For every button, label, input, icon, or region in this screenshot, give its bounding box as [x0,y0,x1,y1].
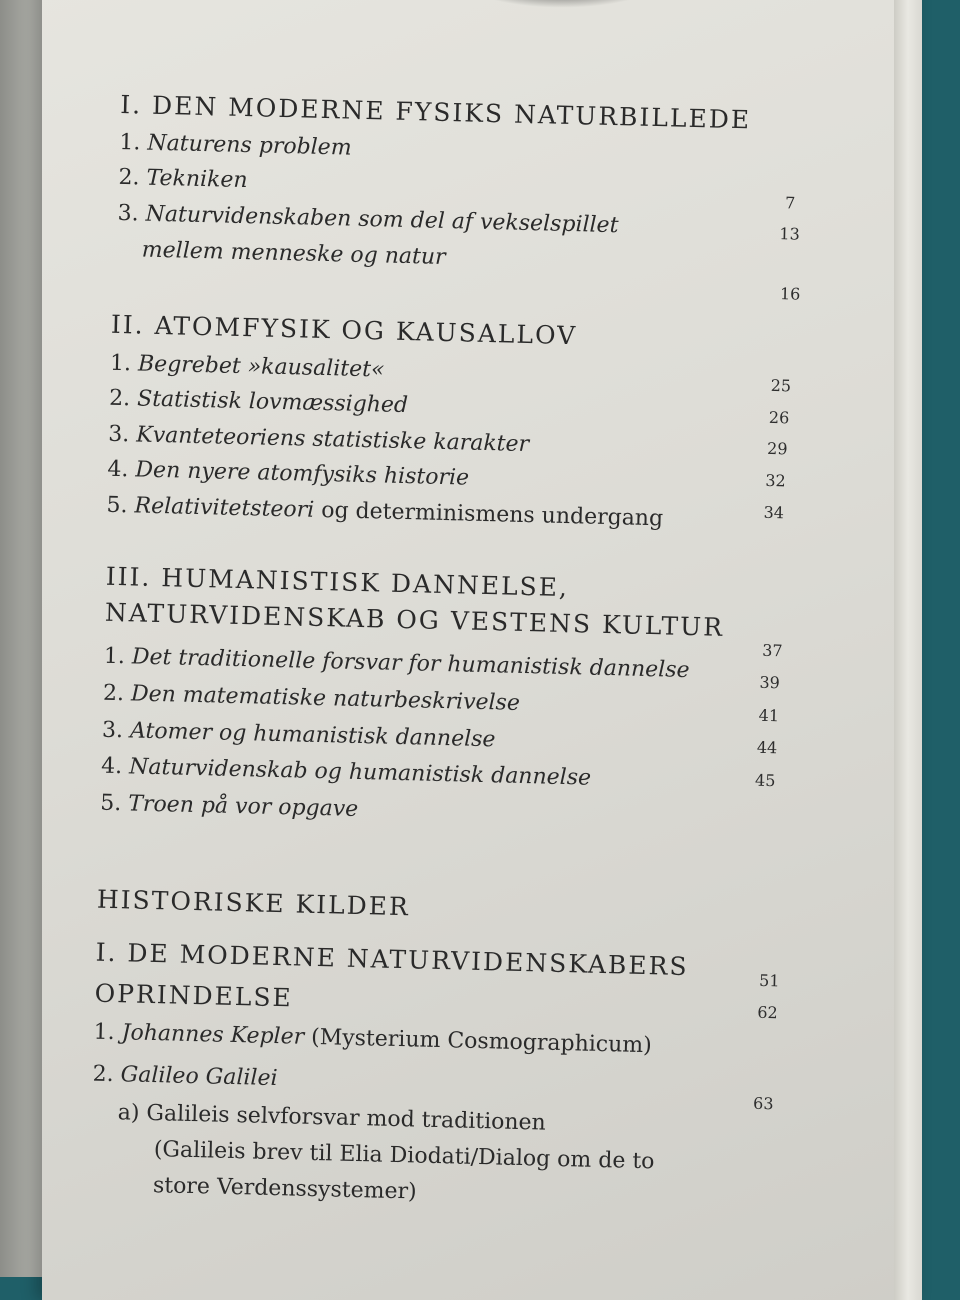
page-number: 34 [763,502,785,523]
page-number: 62 [757,1002,778,1023]
list-item-continuation: mellem menneske og natur [141,237,446,270]
list-item: 4. Den nyere atomfysiks historie [107,456,470,491]
list-item: 2. Tekniken [118,164,248,194]
list-item: 2. Statistisk lovmæssighed [108,385,409,419]
page-number: 25 [770,375,792,396]
page-number: 41 [758,705,780,726]
list-item: 1. Begrebet »kausalitet« [109,350,385,383]
list-item: 5. Troen på vor opgave [99,790,359,822]
list-item: 5. Relativitetsteori og determinismens undergang [106,492,664,532]
sub-item-continuation: store Verdenssystemer) [152,1173,417,1205]
list-item: 3. Naturvidenskaben som del af vekselspillet [117,200,619,239]
section-heading: II. ATOMFYSIK OG KAUSALLOV [110,309,578,351]
section-heading-line2: NATURVIDENSKAB OG VESTENS KULTUR [104,597,725,642]
page-number: 51 [758,970,780,991]
page-number: 63 [752,1093,774,1114]
sub-item: a) Galileis selvforsvar mod traditionen [117,1100,547,1136]
section-heading: III. HUMANISTISK DANNELSE, [105,561,570,603]
page-number: 13 [779,224,801,244]
list-item: 3. Atomer og humanistisk dannelse [101,717,496,753]
page-number: 45 [754,770,776,791]
section-heading: I. DE MODERNE NATURVIDENSKABERS [95,937,689,982]
page-number: 32 [765,470,786,491]
page-number: 16 [779,284,801,304]
list-item: 1. Johannes Kepler (Mysterium Cosmographicum) [93,1019,653,1059]
list-item: 2. Galileo Galilei [92,1061,278,1092]
list-item: 2. Den matematiske naturbeskrivelse [102,680,521,716]
list-item: 3. Kvanteteoriens statistiske karakter [108,421,530,458]
sub-item-continuation: (Galileis brev til Elia Diodati/Dialog om de to [153,1137,655,1175]
section-heading: HISTORISKE KILDER [96,884,411,922]
list-item: 1. Naturens problem [119,129,352,161]
section-heading-line2: OPRINDELSE [94,978,294,1013]
list-item: 1. Det traditionelle forsvar for humanistisk dannelse [103,643,690,684]
table-of-contents [42,0,922,1300]
section-heading: I. DEN MODERNE FYSIKS NATURBILLEDE [120,89,752,135]
page-number: 7 [784,193,796,213]
page-number: 26 [768,407,790,428]
page-number: 29 [766,438,788,459]
book-page [42,0,922,1300]
list-item: 4. Naturvidenskab og humanistisk dannelse [100,753,592,791]
page-number: 44 [756,737,778,758]
page-number: 39 [759,672,781,693]
page-number: 37 [762,640,783,661]
